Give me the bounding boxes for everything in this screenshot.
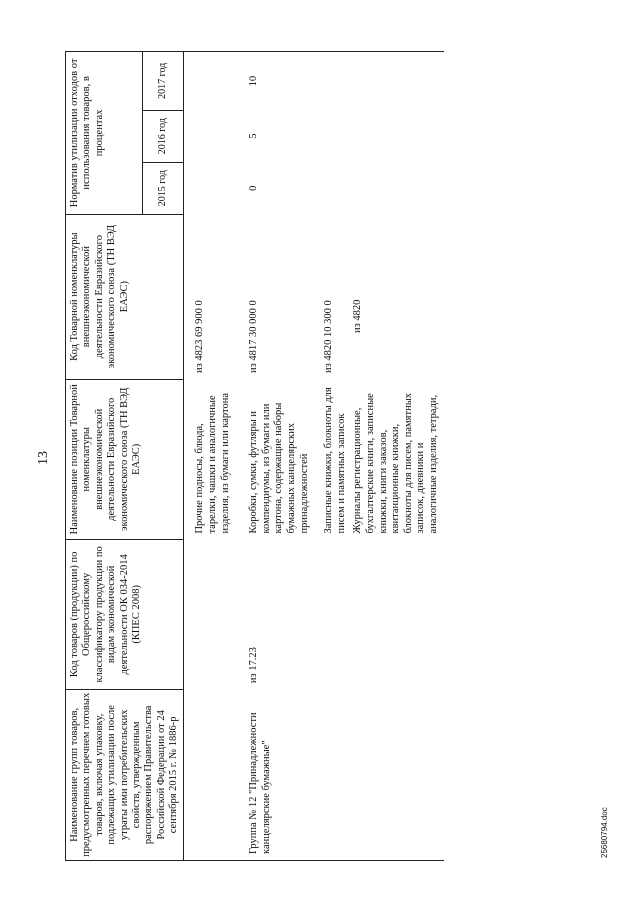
header-year-2015: 2015 год [143, 162, 184, 214]
cell-group [184, 689, 246, 860]
cell-okpd [323, 540, 352, 690]
cell-okpd: из 17.23 [248, 647, 260, 684]
header-year-2016: 2016 год [143, 110, 184, 162]
cell-2015 [323, 162, 352, 214]
cell-code: из 4823 69 900 0 [194, 300, 206, 374]
cell-group [323, 689, 352, 860]
cell-code: из 4820 [352, 299, 364, 334]
cell-2015 [352, 162, 444, 214]
cell-okpd [352, 540, 444, 690]
cell-code: из 4820 10 300 0 [323, 300, 335, 374]
cell-group: Группа № 12 "Принадлежности канцелярские бумажные" [246, 689, 323, 860]
cell-2017 [323, 52, 352, 111]
cell-2017 [352, 52, 444, 111]
table-row [352, 52, 444, 861]
cell-code: из 4817 30 000 0 [248, 300, 260, 374]
cell-name: Записные книжки, блокноты для писем и памятных записок [323, 387, 347, 534]
cell-2015 [184, 162, 246, 214]
waste-norm-table [65, 51, 444, 861]
cell-okpd [184, 540, 246, 690]
cell-name: Журналы регистрационные, бухгалтерские книги, записные книжки, книги заказов, квитанционные книжки, блокноты для писем, памятных записок, дневники и аналогичные изделия, тетради, [352, 392, 439, 534]
cell-group [352, 689, 444, 860]
cell-2016 [323, 110, 352, 162]
header-tnved-code: Код Товарной номенклатуры внешнеэкономической деятельности Евразийского экономического союза (ТН ВЭД ЕАЭС) [66, 214, 184, 379]
cell-2016 [184, 110, 246, 162]
cell-2016: 5 [248, 133, 260, 139]
cell-2016 [352, 110, 444, 162]
table-row [323, 52, 352, 861]
header-tnved-name: Наименование позиции Товарной номенклатуры внешнеэкономической деятельности Евразийского экономического союза (ТН ВЭД ЕАЭС) [66, 379, 184, 539]
table-row [246, 52, 323, 861]
cell-2015: 0 [248, 185, 260, 191]
cell-name: Прочие подносы, блюда, тарелки, чашки и аналогичные изделия, из бумаги или картона [194, 392, 231, 534]
cell-name: Коробки, сумки, футляры и компендиумы, из бумаги или картона, содержащие наборы бумажных канцелярских принадлежностей [248, 402, 310, 534]
cell-2017: 10 [246, 52, 323, 111]
page-number: 13 [36, 451, 51, 465]
header-group-name: Наименование групп товаров, предусмотренных перечнем готовых товаров, включая упаковку, подлежащих утилизации после утраты ими потребительских свойств, утвержденным распоряжением Правительства Российской Федерации от 24 сентября 2015 г. № 1886-р [66, 689, 184, 860]
cell-2017 [184, 52, 246, 111]
table-header-row [66, 52, 143, 861]
header-norm: Норматив утилизации отходов от использования товаров, в процентах [66, 52, 143, 215]
footer-filename: 25680794.doc [600, 807, 609, 858]
header-year-2017: 2017 год [143, 52, 184, 111]
table-row [184, 52, 246, 861]
header-okpd-code: Код товаров (продукции) по Общероссийскому классификатору продукции по видам экономической деятельности ОК 034-2014 (КПЕС 2008) [66, 540, 184, 690]
rotated-table-page [65, 51, 597, 861]
